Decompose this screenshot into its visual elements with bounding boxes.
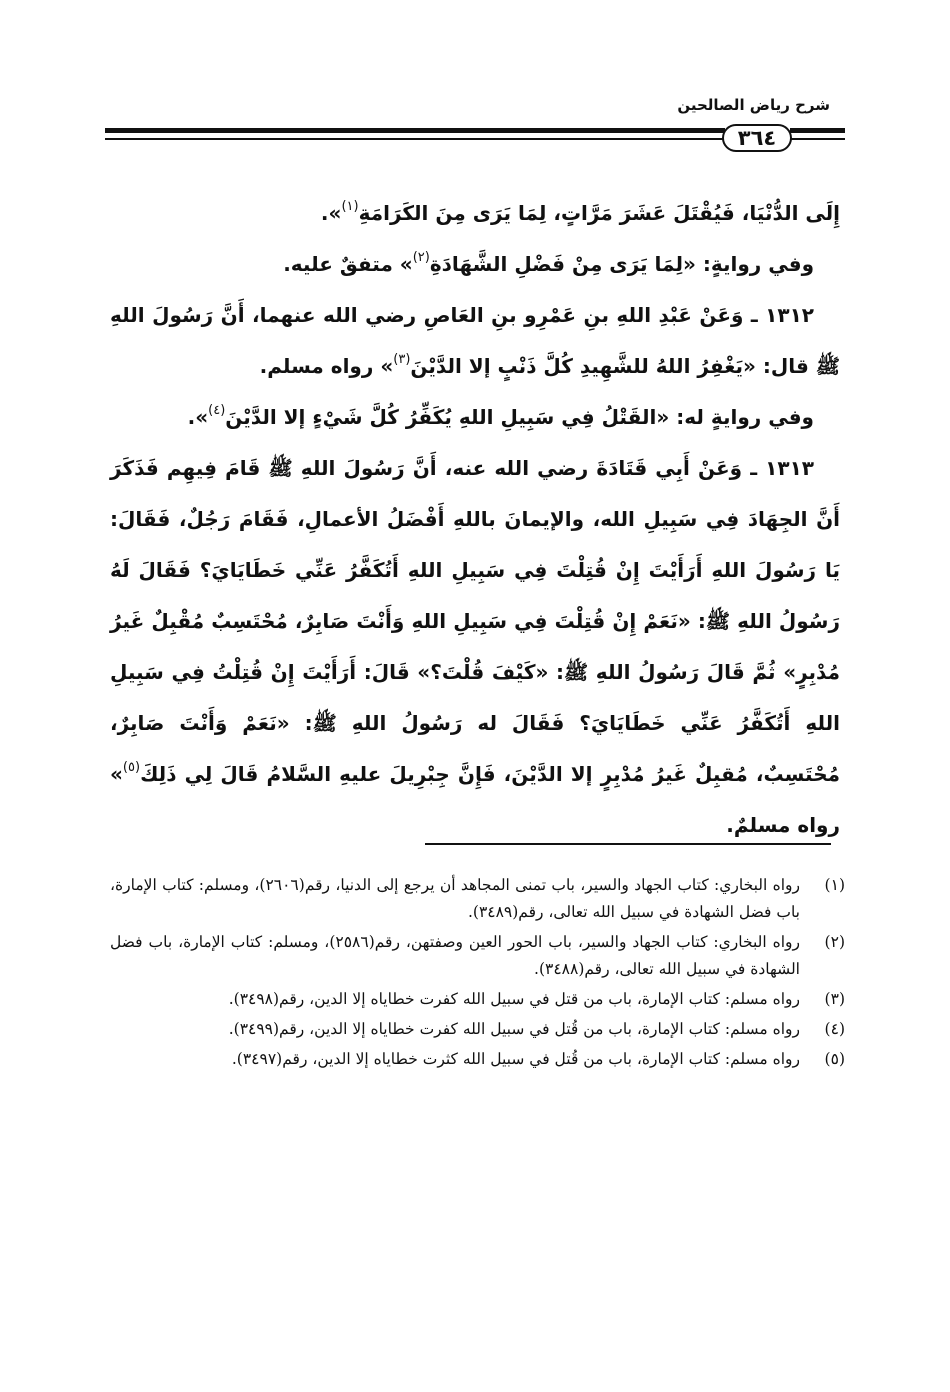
footnote bbox=[110, 1046, 845, 1073]
paragraph-tail: ». bbox=[320, 201, 342, 225]
paragraph-text: ١٣١٢ ـ وَعَنْ عَبْدِ اللهِ بنِ عَمْرِو بنِ العَاصِ رضي الله عنهما، أَنَّ رَسُولَ اللهِ ﷺ قال: «يَغْفِرُ اللهُ للشَّهِيدِ كُلَّ ذَنْبٍ إلا الدَّيْنَ bbox=[110, 303, 840, 378]
footnote bbox=[110, 872, 845, 926]
footnotes bbox=[110, 872, 845, 1076]
paragraph-tail: » رواه مسلم. bbox=[259, 354, 394, 378]
main-text bbox=[110, 188, 840, 851]
footnote-number: (١) bbox=[824, 876, 845, 894]
footnote-ref: (٥) bbox=[122, 760, 141, 775]
footnote-separator bbox=[425, 843, 831, 845]
footnote bbox=[110, 1016, 845, 1043]
paragraph bbox=[110, 239, 840, 290]
footnote-ref: (٤) bbox=[208, 403, 226, 418]
header-rule-thin-end bbox=[790, 138, 845, 140]
footnote-text: رواه مسلم: كتاب الإمارة، باب من قتل في سبيل الله كفرت خطاياه إلا الدين، رقم(٣٤٩٨). bbox=[228, 990, 800, 1008]
paragraph-text: ١٣١٣ ـ وَعَنْ أَبِي قَتَادَةَ رضي الله عنه، أَنَّ رَسُولَ اللهِ ﷺ قَامَ فِيهِم فَذَكَرَ أَنَّ الجِهَادَ فِي سَبِيلِ الله، والإيمانَ باللهِ أَفْضَلُ الأعمالِ، فَقَامَ رَجُلٌ، فَقَالَ: يَا رَسُولَ اللهِ أَرَأَيْتَ إِنْ قُتِلْتَ فِي سَبِيلِ اللهِ أَتُكَفَّرُ عَنِّي خَطَايَايَ؟ فَقَالَ لَهُ رَسُولُ اللهِ ﷺ: «نَعَمْ إِنْ قُتِلْتَ فِي سَبِيلِ اللهِ وَأَنْتَ صَابِرٌ، مُحْتَسِبٌ مُقْبِلٌ غَيرُ مُدْبِرٍ» ثُمَّ قَالَ رَسُولُ اللهِ ﷺ: «كَيْفَ قُلْتَ؟» قَالَ: أَرَأَيْتَ إِنْ قُتِلْتُ فِي سَبِيلِ اللهِ أَتُكَفَّرُ عَنِّي خَطَايَايَ؟ فَقَالَ له رَسُولُ اللهِ ﷺ: «نَعَمْ وَأَنْتَ صَابِرٌ، مُحْتَسِبٌ، مُقبِلٌ غَيرُ مُدْبِرٍ إلا الدَّيْنَ، فَإِنَّ جِبْرِيلَ عليهِ السَّلامُ قَالَ لِي ذَلِكَ bbox=[110, 456, 840, 786]
running-header-title: شرح رياض الصالحين bbox=[677, 96, 830, 114]
page-number bbox=[722, 124, 792, 152]
footnote-text: رواه البخاري: كتاب الجهاد والسير، باب الحور العين وصفتهن، رقم(٢٥٨٦)، ومسلم: كتاب الإمارة، باب فضل الشهادة في سبيل الله تعالى، رقم(٣٤٨٨). bbox=[110, 933, 800, 978]
paragraph bbox=[110, 443, 840, 851]
header-rule-thin bbox=[105, 138, 725, 140]
header-rule-thick-end bbox=[790, 128, 845, 133]
footnote bbox=[110, 986, 845, 1013]
footnote-number: (٣) bbox=[824, 990, 845, 1008]
footnote-ref: (٢) bbox=[412, 250, 430, 265]
footnote-text: رواه مسلم: كتاب الإمارة، باب من قُتل في سبيل الله كثرت خطاياه إلا الدين، رقم(٣٤٩٧). bbox=[231, 1050, 800, 1068]
paragraph bbox=[110, 188, 840, 239]
footnote-number: (٢) bbox=[824, 933, 845, 951]
footnote-number: (٤) bbox=[824, 1020, 845, 1038]
footnote-text: رواه مسلم: كتاب الإمارة، باب من قُتل في سبيل الله كفرت خطاياه إلا الدين، رقم(٣٤٩٩). bbox=[228, 1020, 800, 1038]
paragraph-text: وفي روايةٍ: «لِمَا يَرَى مِنْ فَضْلِ الشَّهَادَةِ bbox=[429, 252, 814, 276]
paragraph-text: إِلَى الدُّنْيَا، فَيُقْتَلَ عَشَرَ مَرَّاتٍ، لِمَا يَرَى مِنَ الكَرَامَةِ bbox=[358, 201, 840, 225]
paragraph-tail: ». bbox=[187, 405, 209, 429]
paragraph-text: وفي روايةٍ له: «القَتْلُ فِي سَبِيلِ اللهِ يُكَفِّرُ كُلَّ شَيْءٍ إلا الدَّيْنَ bbox=[225, 405, 814, 429]
paragraph bbox=[110, 290, 840, 392]
paragraph-tail: » متفقٌ عليه. bbox=[283, 252, 413, 276]
footnote-ref: (٣) bbox=[393, 352, 411, 367]
footnote bbox=[110, 929, 845, 983]
footnote-text: رواه البخاري: كتاب الجهاد والسير، باب تمنى المجاهد أن يرجع إلى الدنيا، رقم(٢٦٠٦)، ومسلم: كتاب الإمارة، باب فضل الشهادة في سبيل الله تعالى، رقم(٣٤٨٩). bbox=[110, 876, 800, 921]
footnote-ref: (١) bbox=[341, 199, 359, 214]
paragraph bbox=[110, 392, 840, 443]
page-number-text: ٣٦٤ bbox=[737, 126, 777, 150]
paragraph-tail: » رواه مسلمٌ. bbox=[110, 762, 840, 837]
footnote-number: (٥) bbox=[824, 1050, 845, 1068]
header-rule-thick bbox=[105, 128, 725, 133]
